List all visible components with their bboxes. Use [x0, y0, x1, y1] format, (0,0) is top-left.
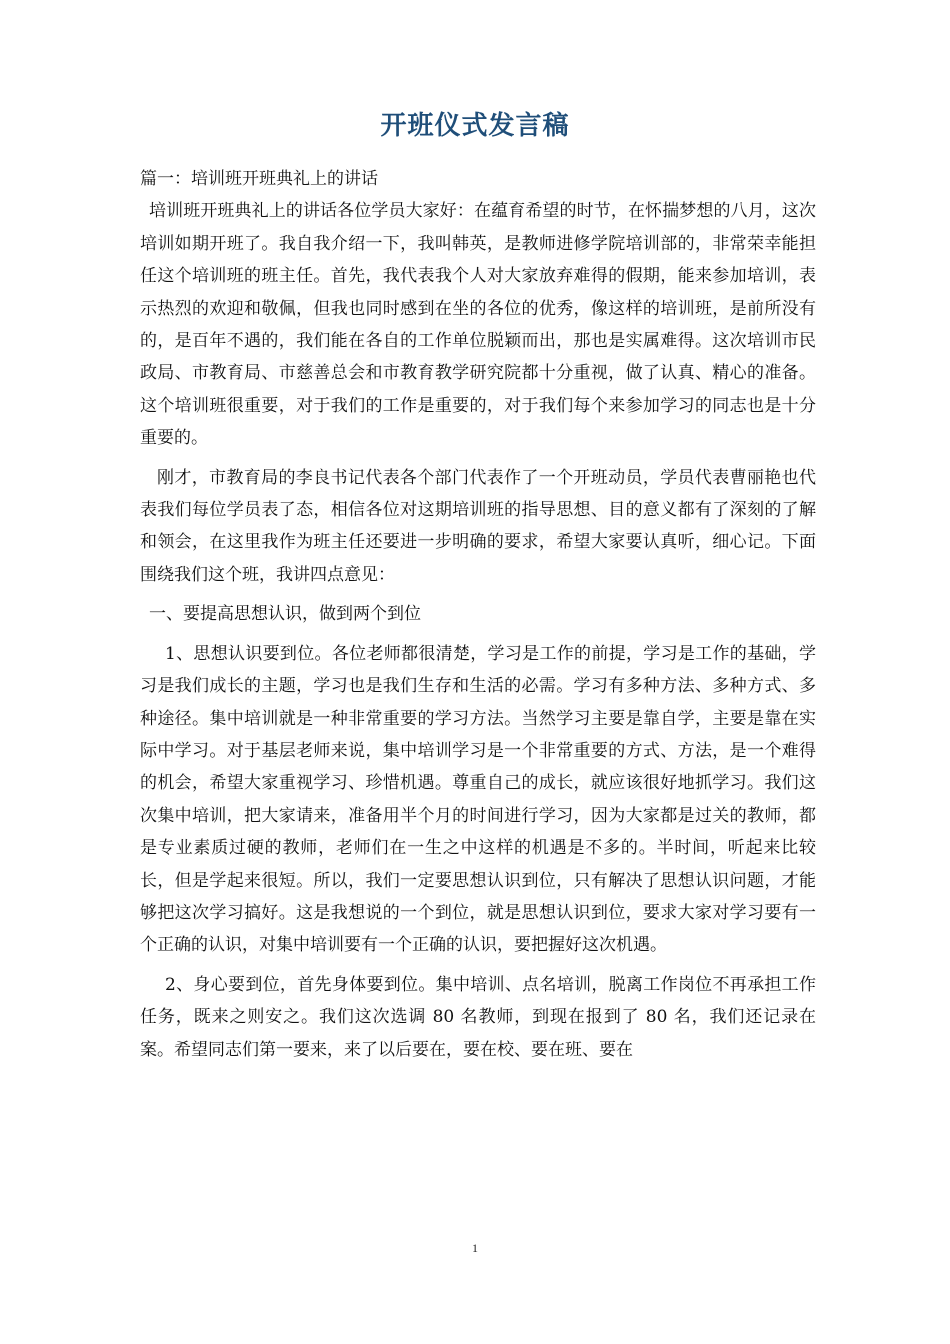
document-body [140, 163, 816, 1066]
paragraph-1: 培训班开班典礼上的讲话各位学员大家好：在蕴育希望的时节，在怀揣梦想的八月，这次培训如期开班了。我自我介绍一下，我叫韩英，是教师进修学院培训部的，非常荣幸能担任这个培训班的班主任。首先，我代表我个人对大家放弃难得的假期，能来参加培训，表示热烈的欢迎和敬佩，但我也同时感到在坐的各位的优秀，像这样的培训班，是前所没有的，是百年不遇的，我们能在各自的工作单位脱颖而出，那也是实属难得。这次培训市民政局、市教育局、市慈善总会和市教育教学研究院都十分重视，做了认真、精心的准备。这个培训班很重要，对于我们的工作是重要的，对于我们每个来参加学习的同志也是十分重要的。 [140, 201, 816, 449]
section-heading: 篇一：培训班开班典礼上的讲话 [140, 169, 378, 189]
page-title: 开班仪式发言稿 [380, 111, 570, 141]
subheading-1: 一、要提高思想认识，做到两个到位 [149, 604, 421, 625]
page-number: 1 [472, 1241, 478, 1255]
paragraph-4: 2、身心要到位，首先身体要到位。集中培训、点名培训，脱离工作岗位不再承担工作任务，既来之则安之。我们这次选调 80 名教师，到现在报到了 80 名，我们还记录在案。希望同志们第一要来，来了以后要在，要在校、要在班、要在 [140, 974, 816, 1060]
paragraph-3: 1、思想认识要到位。各位老师都很清楚，学习是工作的前提，学习是工作的基础，学习是我们成长的主题，学习也是我们生存和生活的必需。学习有多种方法、多种方式、多种途径。集中培训就是一种非常重要的学习方法。当然学习主要是靠自学，主要是靠在实际中学习。对于基层老师来说，集中培训学习是一个非常重要的方式、方法，是一个难得的机会，希望大家重视学习、珍惜机遇。尊重自己的成长，就应该很好地抓学习。我们这次集中培训，把大家请来，准备用半个月的时间进行学习，因为大家都是过关的教师，都是专业素质过硬的教师，老师们在一生之中这样的机遇是不多的。半时间，听起来比较长，但是学起来很短。所以，我们一定要思想认识到位，只有解决了思想认识问题，才能够把这次学习搞好。这是我想说的一个到位，就是思想认识到位，要求大家对学习要有一个正确的认识，对集中培训要有一个正确的认识，要把握好这次机遇。 [140, 643, 816, 956]
paragraph-2: 刚才，市教育局的李良书记代表各个部门代表作了一个开班动员，学员代表曹丽艳也代表我们每位学员表了态，相信各位对这期培训班的指导思想、目的意义都有了深刻的了解和领会，在这里我作为班主任还要进一步明确的要求，希望大家要认真听，细心记。下面围绕我们这个班，我讲四点意见： [140, 467, 816, 585]
